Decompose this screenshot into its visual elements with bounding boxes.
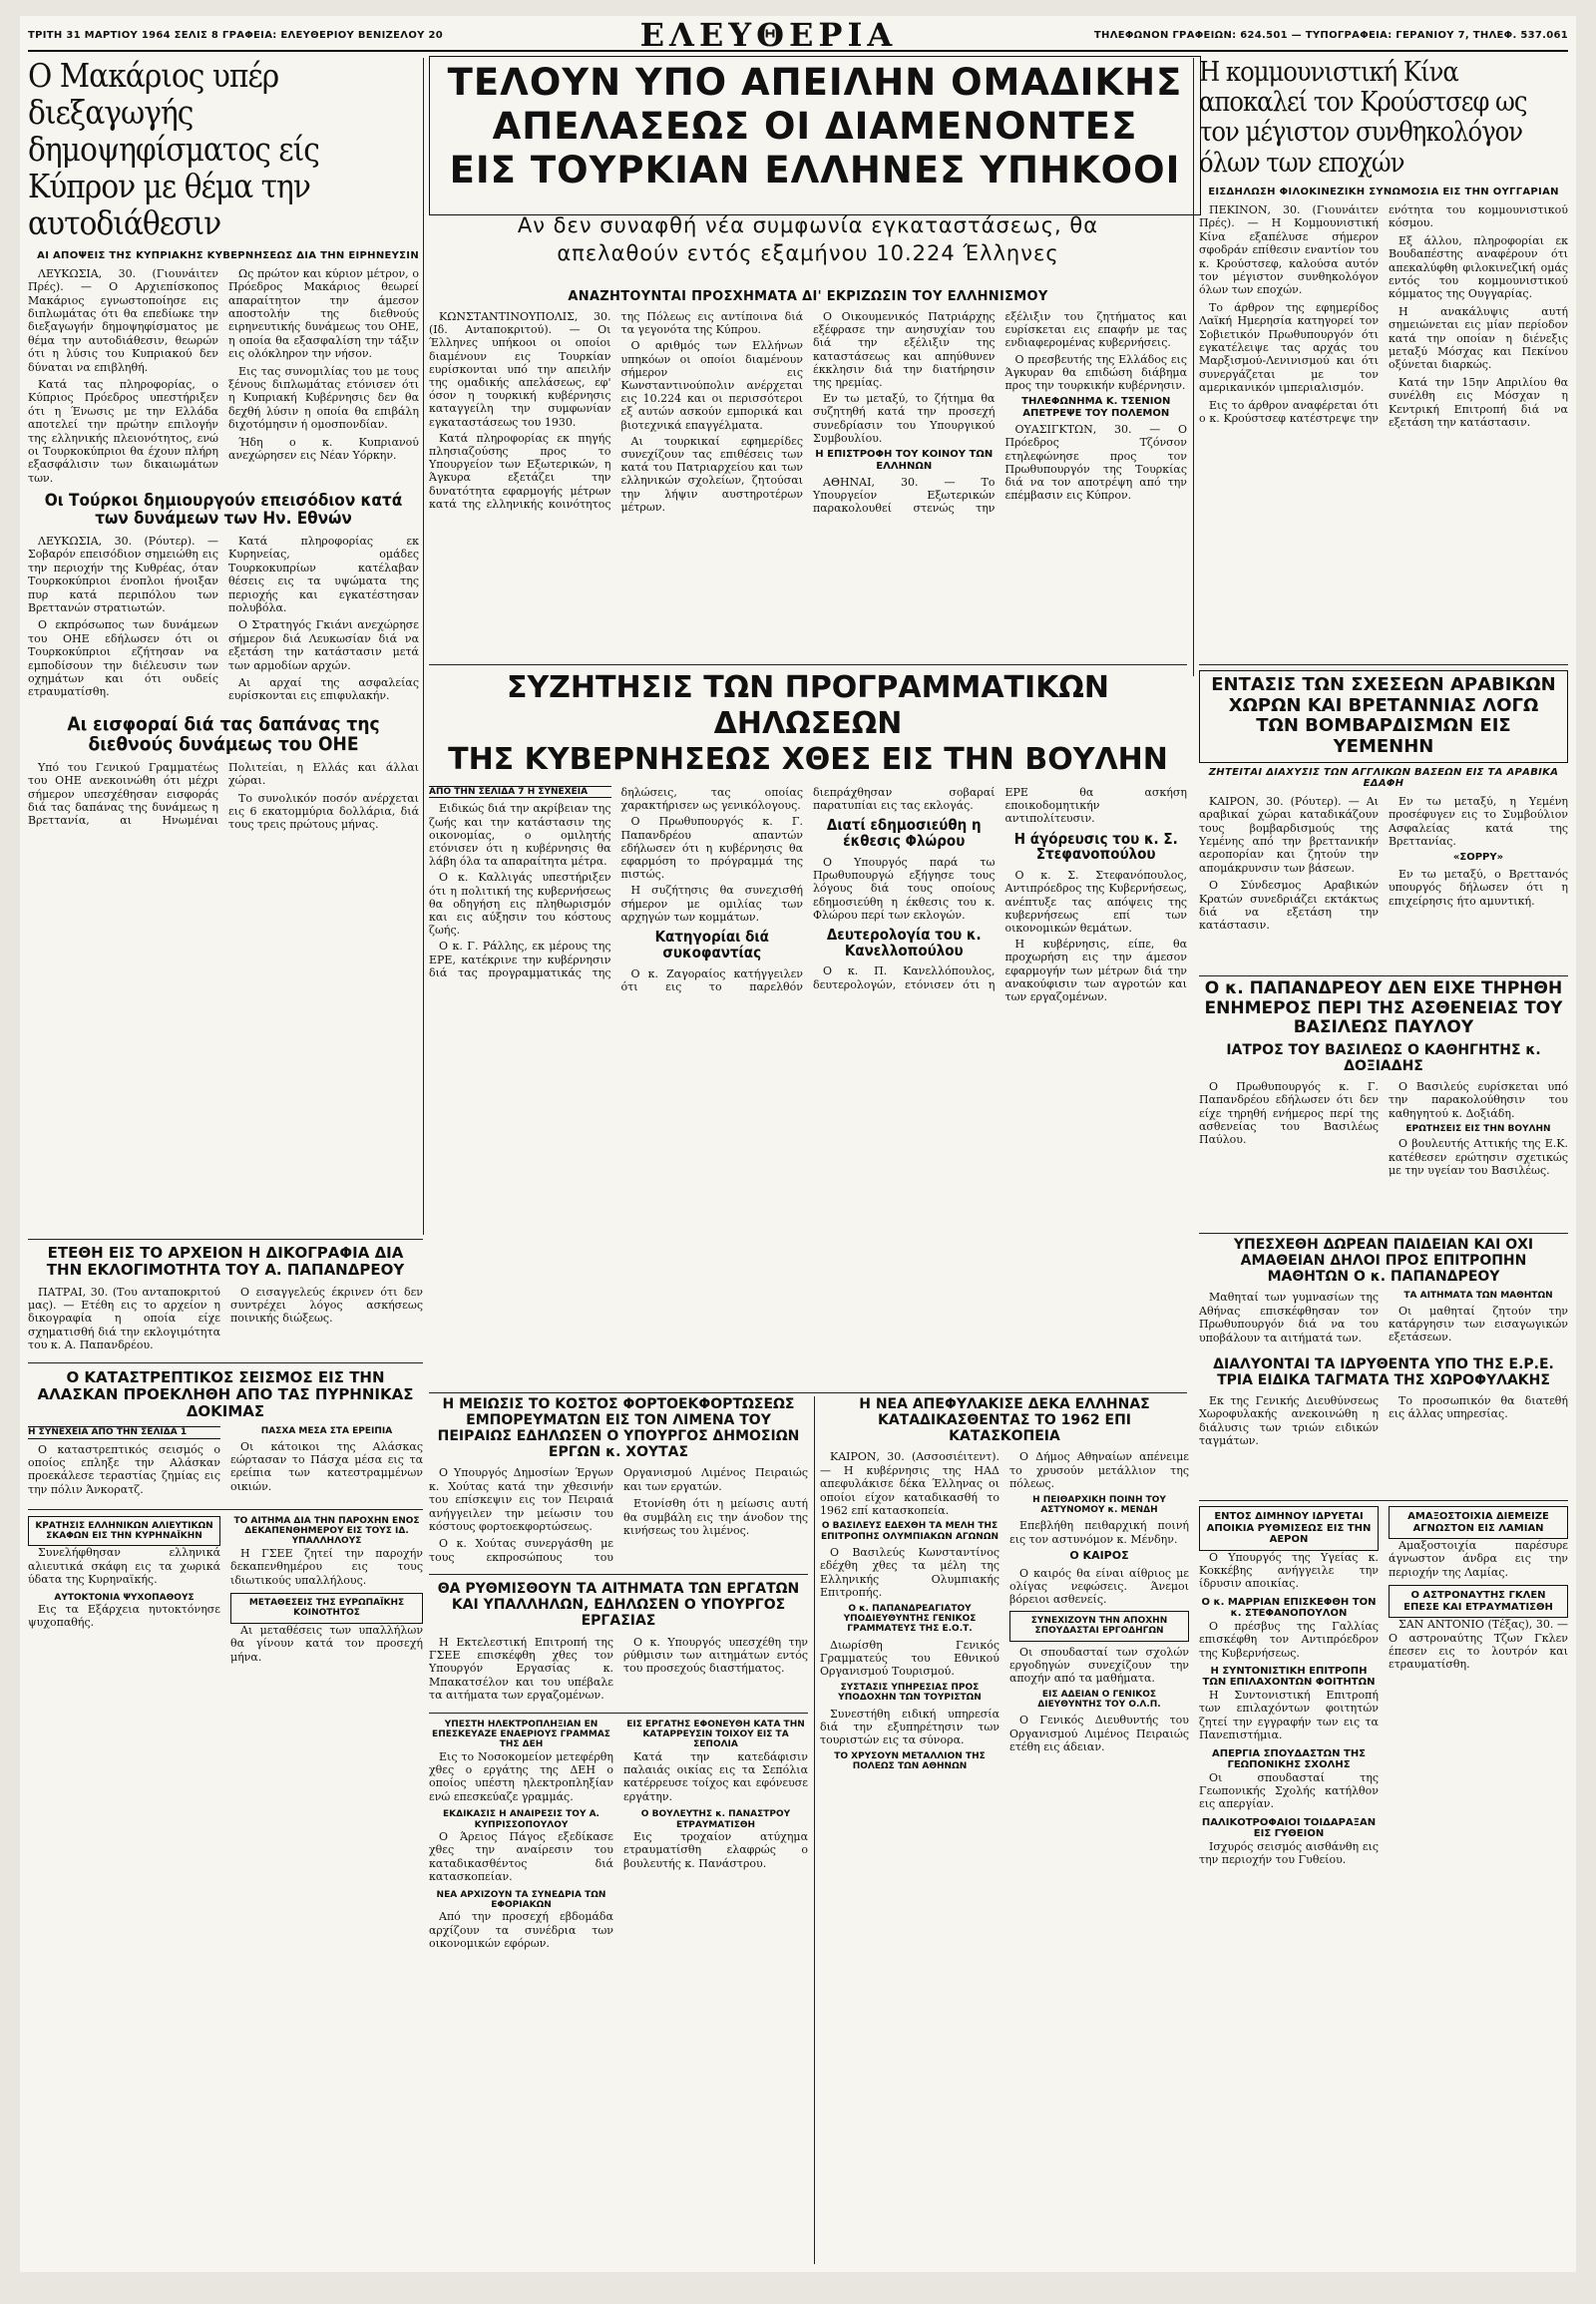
gendarmerie-headline: ΔΙΑΛΥΟΝΤΑΙ ΤΑ ΙΔΡΥΘΕΝΤΑ ΥΠΟ ΤΗΣ Ε.Ρ.Ε. ΤΡΙΑ ΕΙΔΙΚΑ ΤΑΓΜΑΤΑ ΤΗΣ ΧΩΡΟΦΥΛΑΚΗΣ xyxy=(1213,1355,1554,1388)
section-rule xyxy=(28,1239,423,1240)
china-paragraph: Το άρθρον της εφημερίδος Λαϊκή Ημερησία κατηγορεί τον Σοβιετικόν Πρωθυπουργόν ότι εγκατέλειψε τας αρχάς του Μαρξισμού-Λενινισμού και ότι συνεργάζεται με τον αμερικανικόν ιμπεριαλισμόν. xyxy=(1199,300,1379,395)
lead-paragraph: ΑΘΗΝΑΙ, 30. — Το Υπουργείον Εξωτερικών παρακολουθεί στενώς την εξέλιξιν του ζητήματος και ευρίσκεται εις επαφήν με τας ενδιαφερομένας κυβερνήσεις. xyxy=(813,310,1187,516)
parliament-body xyxy=(429,786,1187,1003)
lead-paragraph: Ο πρεσβευτής της Ελλάδος εις Άγκυραν θα επιδώση διάβημα προς την τουρκικήν κυβέρνησιν. xyxy=(1004,352,1187,393)
king-body xyxy=(1199,1080,1568,1178)
china-subhead: ΕΙΣΔΗΛΩΣΗ ΦΙΛΟΚΙΝΕΖΙΚΗ ΣΥΝΩΜΟΣΙΑ ΕΙΣ ΤΗΝ ΟΥΓΓΑΡΙΑΝ xyxy=(1208,186,1559,197)
bonus-headline: ΤΟ ΑΙΤΗΜΑ ΔΙΑ ΤΗΝ ΠΑΡΟΧΗΝ ΕΝΟΣ ΔΕΚΑΠΕΝΘΗΜΕΡΟΥ ΕΙΣ ΤΟΥΣ ΙΔ. ΥΠΑΛΛΗΛΟΥΣ xyxy=(233,1515,420,1547)
arab-subhead: ΖΗΤΕΙΤΑΙ ΔΙΑΧΥΣΙΣ ΤΩΝ ΑΓΓΛΙΚΩΝ ΒΑΣΕΩΝ ΕΙΣ ΤΑ ΑΡΑΒΙΚΑ ΕΔΑΦΗ xyxy=(1208,766,1559,789)
china-paragraph: Εις το άρθρον αναφέρεται ότι ο κ. Κρούστσεφ κατέστρεψε την ενότητα του κομμουνιστικού κόσμου. xyxy=(1199,202,1568,426)
lead-sep-headline: Η ΕΠΙΣΤΡΟΦΗ ΤΟΥ ΚΟΙΝΟΥ ΤΩΝ ΕΛΛΗΝΩΝ xyxy=(815,449,994,472)
lead-headline-line3: ΕΙΣ ΤΟΥΡΚΙΑΝ ΕΛΛΗΝΕΣ ΥΠΗΚΟΟΙ xyxy=(449,149,1181,192)
parliament-paragraph: Ο κ. Σ. Στεφανόπουλος, Αντιπρόεδρος της Κυβερνήσεως, ανέπτυξε τας απόψεις της κυβερνήσεως επί των οικονομικών θεμάτων. xyxy=(1004,869,1187,935)
king-article xyxy=(1199,979,1568,1229)
olympic-paragraph: Ο Βασιλεύς Κωνσταντίνος εδέχθη χθες τα μέλη της Ελληνικής Ολυμπιακής Επιτροπής. xyxy=(820,1546,999,1600)
suicide-headline: ΑΥΤΟΚΤΟΝΙΑ ΨΥΧΟΠΑΘΟΥΣ xyxy=(54,1592,195,1603)
secretary-headline: Ο κ. ΠΑΠΑΝΔΡΕΑΓΙΑΤΟΥ ΥΠΟΔΙΕΥΘΥΝΤΗΣ ΓΕΝΙΚΟΣ ΓΡΑΜΜΑΤΕΥΣ ΤΗΣ Ε.Ο.Τ. xyxy=(843,1603,977,1635)
section-rule xyxy=(1199,1233,1568,1234)
tourism-paragraph: Συνεστήθη ειδική υπηρεσία διά την εξυπηρέτησιν των τουριστών εις τα σύνορα. xyxy=(820,1707,999,1747)
abstention-paragraph: Οι σπουδασταί των σχολών εργοδηγών συνεχίζουν την αποχήν από τα μαθήματα. xyxy=(1009,1645,1189,1686)
china-paragraph: Η ανακάλυψις αυτή σημειώνεται εις μίαν περίοδον κατά την οποίαν η διένεξις μεταξύ Μόσχας και Πεκίνου οξύνεται διαρκώς. xyxy=(1389,304,1568,372)
left-lower-articles xyxy=(28,1245,423,2262)
penalty-headline: Η ΠΕΙΘΑΡΧΙΚΗ ΠΟΙΝΗ ΤΟΥ ΑΣΤΥΝΟΜΟΥ κ. ΜΕΝΔΗ xyxy=(1032,1494,1166,1515)
column-divider xyxy=(423,58,424,1235)
king-paragraph: Ο Πρωθυπουργός κ. Γ. Παπανδρέου εδήλωσεν ότι δεν είχε τηρηθή ενήμερος περί της ασθενείας του Βασιλέως Παύλου. xyxy=(1199,1079,1379,1147)
china-headline: Η κομμουνιστική Κίνα αποκαλεί τον Κρούστσεφ ως τον μέγιστον συνθηκολόγον όλων των εποχών xyxy=(1199,58,1527,179)
lead-paragraph: ΟΥΑΣΙΓΚΤΩΝ, 30. — Ο Πρόεδρος Τζόνσον ετηλεφώνησε προς τον Πρωθυπουργόν της Τουρκίας διά να τον αποτρέψη από την επέμβασιν εις Κύπρον. xyxy=(1004,423,1187,503)
tax-conference-headline: ΝΕΑ ΑΡΧΙΖΟΥΝ ΤΑ ΣΥΝΕΔΡΙΑ ΤΩΝ ΕΦΟΡΙΑΚΩΝ xyxy=(436,1889,606,1910)
parliament-subhead: Δευτερολογία του κ. Κανελλοπούλου xyxy=(826,925,982,960)
header-date-address: ΤΡΙΤΗ 31 ΜΑΡΤΙΟΥ 1964 ΣΕΛΙΣ 8 ΓΡΑΦΕΙΑ: ΕΛΕΥΘΕΡΙΟΥ ΒΕΝΙΖΕΛΟΥ 20 xyxy=(28,29,443,41)
alaska-body xyxy=(28,1426,423,1498)
parliament-paragraph: Ο κ. Γ. Ράλλης, εκ μέρους της ΕΡΕ, κατέκρινε την κυβέρνησιν διά τας προγραμματικάς της δηλώσεις, τας οποίας χαρακτήρισεν ως γενικόλογους. xyxy=(429,786,803,979)
alaska-paragraph: Ο καταστρεπτικός σεισμός ο οποίος επληξε την Αλάσκαν προεκάλεσε τεραστίας ζημίας εις την πόλιν Άνκορατζ. xyxy=(28,1442,220,1496)
parliament-paragraph: Η συζήτησις θα συνεχισθή σήμερον με ομιλίας των αρχηγών των κομμάτων. xyxy=(620,884,803,924)
lead-article xyxy=(429,285,1187,659)
turks-paragraph: Κατά πληροφορίας εκ Κυρηνείας, ομάδες Τουρκοκυπρίων κατέλαβαν θέσεις εις τα υψώματα της περιοχής και εγκατέστησαν πολυβόλα. xyxy=(228,534,419,614)
port-costs-paragraph: Ο Υπουργός Δημοσίων Έργων κ. Χούτας κατά την χθεσινήν του επίσκεψιν εις τον Πειραιά ανήγγειλεν την μείωσιν του κόστους φορτοεκφορτώσεως. xyxy=(429,1466,613,1533)
ohe-paragraph: Υπό του Γενικού Γραμματέως του ΟΗΕ ανεκοινώθη ότι μέχρι σήμερον υπεσχέθησαν εισφοράς διά τας δαπάνας της δυνάμεως η Βρεττανία, αι Ηνωμέναι Πολιτείαι, η Ελλάς και άλλαι χώραι. xyxy=(28,760,419,828)
makarios-paragraph: Εις τας συνομιλίας του με τους ξένους διπλωμάτας ετόνισεν ότι η Κυπριακή Κυβέρνησις δεν θα δεχθή λύσιν η οποία θα επιβάλη διχοτόμησιν ή ομοσπονδίαν. xyxy=(228,364,419,432)
masthead-title: ΕΛΕΥΘΕΡΙΑ xyxy=(639,16,898,54)
lead-headline-line2: ΑΠΕΛΑΣΕΩΣ ΟΙ ΔΙΑΜΕΝΟΝΤΕΣ xyxy=(492,105,1138,148)
center-briefs-left xyxy=(429,1396,808,2264)
prisoners-body xyxy=(820,1450,1189,1771)
parliament-subhead: Κατηγορίαι διά συκοφαντίας xyxy=(654,928,769,961)
education-headline: ΥΠΕΣΧΕΘΗ ΔΩΡΕΑΝ ΠΑΙΔΕΙΑΝ ΚΑΙ ΟΧΙ ΑΜΑΘΕΙΑΝ ΔΗΛΟΙ ΠΡΟΣ ΕΠΙΤΡΟΠΗΝ ΜΑΘΗΤΩΝ Ο κ. ΠΑΠΑΝΔΡΕΟΥ xyxy=(1233,1237,1534,1286)
gendarmerie-body xyxy=(1199,1394,1568,1448)
bonus-brief xyxy=(230,1516,423,1668)
wall-collapse-paragraph: Κατά την κατεδάφισιν παλαιάς οικίας εις τα Σεπόλια κατέρρευσε τοίχος και εφόνευσε εργάτην. xyxy=(623,1749,808,1803)
center-briefs-right xyxy=(820,1396,1189,2264)
gendarmerie-paragraph: Το προσωπικόν θα διατεθή εις άλλας υπηρεσίας. xyxy=(1389,1394,1568,1421)
bonus-paragraph: Η ΓΣΕΕ ζητεί την παροχήν δεκαπενθημέρου εις τους ιδιωτικούς υπαλλήλους. xyxy=(230,1546,423,1587)
train-headline: ΑΜΑΞΟΣΤΟΙΧΙΑ ΔΙΕΜΕΙΖΕ ΑΓΝΩΣΤΟΝ ΕΙΣ ΛΑΜΙΑΝ xyxy=(1389,1506,1568,1539)
king-headline: Ο κ. ΠΑΠΑΝΔΡΕΟΥ ΔΕΝ ΕΙΧΕ ΤΗΡΗΘΗ ΕΝΗΜΕΡΟΣ ΠΕΡΙ ΤΗΣ ΑΣΘΕΝΕΙΑΣ ΤΟΥ ΒΑΣΙΛΕΩΣ ΠΑΥΛΟΥ xyxy=(1204,979,1563,1038)
page-header xyxy=(28,16,1568,54)
strike-paragraph: Οι σπουδασταί της Γεωπονικής Σχολής κατήλθον εις απεργίαν. xyxy=(1199,1770,1379,1811)
arab-article xyxy=(1199,670,1568,969)
astronaut-paragraph: ΣΑΝ ΑΝΤΟΝΙΟ (Τέξας), 30. — Ο αστροναύτης Τζων Γκλεν έπεσεν εις το λουτρόν και ετραυματίσθη. xyxy=(1389,1618,1568,1672)
lead-paragraph: Αι τουρκικαί εφημερίδες συνεχίζουν τας επιθέσεις των κατά του Πατριαρχείου και των ελληνικών σχολείων, ζητούσαι την λήψιν αυστηροτέρων μέτρων. xyxy=(620,434,803,514)
workers-paragraph: Ο κ. Υπουργός υπεσχέθη την ρύθμισιν των αιτημάτων εντός του προσεχούς διαστήματος. xyxy=(623,1635,808,1676)
section-rule xyxy=(429,1392,1187,1393)
fishing-paragraph: Συνελήφθησαν ελληνικά αλιευτικά σκάφη εις τα χωρικά ύδατα της Κυρηναϊκής. xyxy=(28,1546,220,1587)
weather-paragraph: Ο καιρός θα είναι αίθριος με ολίγας νεφώσεις. Άνεμοι βόρειοι ασθενείς. xyxy=(1009,1566,1189,1607)
wall-collapse-headline: ΕΙΣ ΕΡΓΑΤΗΣ ΕΦΟΝΕΥΘΗ ΚΑΤΑ ΤΗΝ ΚΑΤΑΡΡΕΥΣΙΝ ΤΟΙΧΟΥ ΕΙΣ ΤΑ ΣΕΠΟΛΙΑ xyxy=(626,1719,805,1750)
parliament-paragraph: Η κυβέρνησις, είπε, θα προχωρήση εις την άμεσον εφαρμογήν των μέτρων διά την ανακούφισιν των αγροτών και των εργαζομένων. xyxy=(1004,938,1187,1003)
quake-paragraph: Ισχυρός σεισμός αισθάνθη εις την περιοχήν του Γυθείου. xyxy=(1199,1839,1379,1867)
arab-paragraph: ΚΑΙΡΟΝ, 30. (Ρόυτερ). — Αι αραβικαί χώραι καταδικάζουν τους βομβαρδισμούς της Υεμένης από την βρεττανικήν αεροπορίαν και ζητούν την απομάκρυνσιν των βάσεων. xyxy=(1199,794,1379,875)
suicide-paragraph: Εις τα Εξάρχεια ηυτοκτόνησε ψυχοπαθής. xyxy=(28,1603,220,1630)
wall-collapse-brief xyxy=(623,1720,808,1955)
parliament-paragraph: Ο κ. Π. Κανελλόπουλος, δευτερολογών, ετόνισεν ότι η ΕΡΕ θα ασκήση εποικοδομητικήν αντιπολίτευσιν. xyxy=(813,786,1187,991)
parliament-paragraph: Ο Πρωθυπουργός κ. Γ. Παπανδρέου απαντών εδήλωσεν ότι η κυβέρνησις θα εφαρμόση το πρόγραμμά της πιστώς. xyxy=(620,815,803,882)
left-bottom-briefs xyxy=(28,1509,423,1668)
column-divider xyxy=(1193,58,1194,676)
continued-label: Η ΣΥΝΕΧΕΙΑ ΑΠΟ ΤΗΝ ΣΕΛΙΔΑ 1 xyxy=(28,1426,220,1438)
parliament-paragraph: Ο Υπουργός παρά τω Πρωθυπουργώ εξήγησε τους λόγους διά τους οποίους εδημοσιεύθη η έκθεσις του κ. Φλώρου περί των εκλογών. xyxy=(813,855,996,922)
king-section-label: ΕΡΩΤΗΣΕΙΣ ΕΙΣ ΤΗΝ ΒΟΥΛΗΝ xyxy=(1405,1124,1551,1135)
lead-deck-text: Αν δεν συναφθή νέα συμφωνία εγκαταστάσεως, θα απελαθούν εντός εξαμήνου 10.224 Έλληνες xyxy=(517,213,1099,265)
makarios-paragraph: Ως πρώτον και κύριον μέτρον, ο Πρόεδρος Μακάριος θεωρεί απαραίτητον την άμεσον αποστολήν της διεθνούς ειρηνευτικής δυνάμεως του ΟΗΕ, η οποία θα εξασφαλίση την τάξιν εις ολόκληρον την νήσον. xyxy=(228,266,419,361)
astronaut-headline: Ο ΑΣΤΡΟΝΑΥΤΗΣ ΓΚΛΕΝ ΕΠΕΣΕ ΚΑΙ ΕΤΡΑΥΜΑΤΙΣΘΗ xyxy=(1389,1585,1568,1618)
dossier-headline: ΕΤΕΘΗ ΕΙΣ ΤΟ ΑΡΧΕΙΟΝ Η ΔΙΚΟΓΡΑΦΙΑ ΔΙΑ ΤΗΝ ΕΚΛΟΓΙΜΟΤΗΤΑ ΤΟΥ Α. ΠΑΠΑΝΔΡΕΟΥ xyxy=(46,1245,405,1280)
medal-paragraph: Ο Δήμος Αθηναίων απένειμε το χρυσούν μετάλλιον της πόλεως. xyxy=(1009,1450,1189,1491)
colony-paragraph: Ο Υπουργός της Υγείας κ. Κοκκέβης ανήγγειλε την ίδρυσιν αποικίας. xyxy=(1199,1550,1379,1591)
section-rule xyxy=(1199,1500,1568,1501)
ohe-body xyxy=(28,761,419,832)
workers-headline: ΘΑ ΡΥΘΜΙΣΘΟΥΝ ΤΑ ΑΙΤΗΜΑΤΑ ΤΩΝ ΕΡΓΑΤΩΝ ΚΑΙ ΥΠΑΛΛΗΛΩΝ, ΕΔΗΛΩΣΕΝ Ο ΥΠΟΥΡΓΟΣ ΕΡΓΑΣΙΑΣ xyxy=(429,1574,808,1629)
makarios-body xyxy=(28,267,419,486)
turks-paragraph: Αι αρχαί της ασφαλείας ευρίσκονται εις επιφυλακήν. xyxy=(228,676,419,703)
lead-paragraph: Εν τω μεταξύ, το ζήτημα θα συζητηθή κατά την προσεχή συνεδρίασιν του Υπουργικού Συμβουλίου. xyxy=(813,392,996,445)
transfers-paragraph: Αι μεταθέσεις των υπαλλήλων θα γίνουν κατά τον προσεχή μήνα. xyxy=(230,1623,423,1664)
lead-sep-headline: ΤΗΛΕΦΩΝΗΜΑ Κ. ΤΣΕΝΙΟΝ ΑΠΕΤΡΕΨΕ ΤΟΥ ΠΟΛΕΜΟΝ xyxy=(1021,396,1171,419)
colony-headline: ΕΝΤΟΣ ΔΙΜΗΝΟΥ ΙΔΡΥΕΤΑΙ ΑΠΟΙΚΙΑ ΡΥΘΜΙΣΕΩΣ ΕΙΣ ΤΗΝ ΑΕΡΟΝ xyxy=(1199,1506,1379,1551)
appeal-headline: ΕΚΔΙΚΑΣΙΣ Η ΑΝΑΙΡΕΣΙΣ ΤΟΥ Α. ΚΥΠΡΙΣΣΟΠΟΥΛΟΥ xyxy=(443,1809,599,1830)
arab-paragraph: Εν τω μεταξύ, ο Βρεττανός υπουργός δήλωσεν ότι η επιχείρησις ήτο αμυντική. xyxy=(1389,867,1568,908)
alaska-section-label: ΠΑΣΧΑ ΜΕΣΑ ΣΤΑ ΕΡΕΙΠΙΑ xyxy=(260,1426,393,1437)
workers-paragraph: Η Εκτελεστική Επιτροπή της ΓΣΕΕ επισκέφθη χθες τον Υπουργόν Εργασίας κ. Μπακατσέλον και του υπέβαλε τα αιτήματα των εργαζομένων. xyxy=(429,1635,613,1703)
arab-paragraph: Ο Σύνδεσμος Αραβικών Κρατών συνεδριάζει εκτάκτως διά να εξετάση την κατάστασιν. xyxy=(1199,879,1379,933)
alaska-paragraph: Οι κάτοικοι της Αλάσκας εώρτασαν το Πάσχα μέσα εις τα ερείπια των κατεστραμμένων οικιών. xyxy=(230,1439,423,1493)
education-article xyxy=(1199,1237,1568,1496)
lead-paragraph: ΚΩΝΣΤΑΝΤΙΝΟΥΠΟΛΙΣ, 30. (Ιδ. Ανταποκριτού). — Οι Έλληνες υπήκοοι οι οποίοι διαμένουν εις Τουρκίαν ευρίσκονται υπό την απειλήν της ομαδικής απελάσεως, εφ' όσον η τουρκική κυβέρνησις καταγγείλη την συμφωνίαν εγκαταστάσεως του 1930. xyxy=(429,310,611,429)
parliament-paragraph: Ο κ. Ζαγοραίος κατήγγειλεν ότι εις το παρελθόν διεπράχθησαν σοβαραί παρατυπίαι εις τας εκλογάς. xyxy=(620,786,996,993)
gendarmerie-paragraph: Εκ της Γενικής Διευθύνσεως Χωροφυλακής ανεκοινώθη η διάλυσις των τριών ειδικών ταγμάτων. xyxy=(1199,1394,1379,1448)
alaska-headline: Ο ΚΑΤΑΣΤΡΕΠΤΙΚΟΣ ΣΕΙΣΜΟΣ ΕΙΣ ΤΗΝ ΑΛΑΣΚΑΝ ΠΡΟΕΚΛΗΘΗ ΑΠΟ ΤΑΣ ΠΥΡΗΝΙΚΑΣ ΔΟΚΙΜΑΣ xyxy=(28,1362,423,1421)
dossier-body xyxy=(28,1286,423,1352)
olympic-headline: Ο ΒΑΣΙΛΕΥΣ ΕΔΕΧΘΗ ΤΑ ΜΕΛΗ ΤΗΣ ΕΠΙΤΡΟΠΗΣ ΟΛΥΜΠΙΑΚΩΝ ΑΓΩΝΩΝ xyxy=(820,1521,999,1542)
lead-paragraph: Κατά πληροφορίας εκ πηγής πλησιαζούσης προς το Υπουργείον των Εξωτερικών, η Άγκυρα εξετάζει την δυνατότητα εφαρμογής μέτρων κατά της ελληνικής κοινότητος της Πόλεως εις αντίποινα διά τα γεγονότα της Κύπρου. xyxy=(429,310,803,511)
parliament-subhead: Η άγόρευσις του κ. Σ. Στεφανοπούλου xyxy=(1013,829,1178,864)
abstention-headline: ΣΥΝΕΧΙΖΟΥΝ ΤΗΝ ΑΠΟΧΗΝ ΣΠΟΥΔΑΣΤΑΙ ΕΡΓΟΔΗΓΩΝ xyxy=(1009,1611,1189,1642)
electrocution-headline: ΥΠΕΣΤΗ ΗΛΕΚΤΡΟΠΛΗΞΙΑΝ ΕΝ ΕΠΕΣΚΕΥΑΖΕ ΕΝΑΕΡΙΟΥΣ ΓΡΑΜΜΑΣ ΤΗΣ ΔΕΗ xyxy=(432,1719,610,1750)
tourism-headline: ΣΥΣΤΑΣΙΣ ΥΠΗΡΕΣΙΑΣ ΠΡΟΣ ΥΠΟΔΟΧΗΝ ΤΩΝ ΤΟΥΡΙΣΤΩΝ xyxy=(838,1682,982,1704)
china-article xyxy=(1199,58,1568,656)
king-subhead: ΙΑΤΡΟΣ ΤΟΥ ΒΑΣΙΛΕΩΣ Ο ΚΑΘΗΓΗΤΗΣ κ. ΔΟΞΙΑΔΗΣ xyxy=(1226,1041,1541,1074)
train-paragraph: Αμαξοστοιχία παρέσυρε άγνωστον άνδρα εις την περιοχήν της Λαμίας. xyxy=(1389,1539,1568,1579)
lead-paragraph: Ο αριθμός των Ελλήνων υπηκόων οι οποίοι διαμένουν σήμερον εις Κωνσταντινούπολιν ανέρχεται εις 10.224 και οι περισσότεροι εξ αυτών ασκούν εμπορικά και βιοτεχνικά επαγγέλματα. xyxy=(620,339,803,432)
workers-body xyxy=(429,1636,808,1703)
lead-paragraph: Ο Οικουμενικός Πατριάρχης εξέφρασε την ανησυχίαν του διά την εξέλιξιν της καταστάσεως και απηύθυνεν έκκλησιν διά την διατήρησιν της ηρεμίας. xyxy=(813,310,996,390)
electrocution-paragraph: Εις το Νοσοκομείον μετεφέρθη χθες ο εργάτης της ΔΕΗ ο οποίος υπέστη ηλεκτροπληξίαν ενώ επεσκεύαζε γραμμάς. xyxy=(429,1749,613,1803)
china-paragraph: Κατά την 15ην Απριλίου θα συνέλθη εις Μόσχαν η Κεντρική Επιτροπή διά να εξετάση την κατάστασιν. xyxy=(1389,375,1568,430)
quake-headline: ΠΑΛΙΚΟΤΡΟΦΑΙΟΙ ΤΟΙΔΑΡΑΞΑΝ ΕΙΣ ΓΥΘΕΙΟΝ xyxy=(1201,1816,1377,1840)
continued-label: ΑΠΟ ΤΗΝ ΣΕΛΙΔΑ 7 Η ΣΥΝΕΧΕΙΑ xyxy=(429,786,611,798)
turks-paragraph: Ο Στρατηγός Γκιάνι ανεχώρησε σήμερον διά Λευκωσίαν διά να εξετάση την κατάστασιν μετά των αρμοδίων αρχών. xyxy=(228,618,419,672)
parliament-paragraph: Ο κ. Καλλιγάς υπεστήριξεν ότι η πολιτική της κυβερνήσεως θα οδηγήση εις πληθωρισμόν και εις αύξησιν του κόστους ζωής. xyxy=(429,871,611,938)
visit-paragraph: Ο πρέσβυς της Γαλλίας επισκέφθη τον Αντιπρόεδρον της Κυβερνήσεως. xyxy=(1199,1619,1379,1660)
dossier-paragraph: Ο εισαγγελεύς έκρινεν ότι δεν συντρέχει λόγος ασκήσεως ποινικής διώξεως. xyxy=(230,1285,423,1326)
parliament-subhead: Διατί εδημοσιεύθη η έκθεσις Φλώρου xyxy=(826,816,982,851)
port-costs-headline: Η ΜΕΙΩΣΙΣ ΤΟ ΚΟΣΤΟΣ ΦΟΡΤΟΕΚΦΟΡΤΩΣΕΩΣ ΕΜΠΟΡΕΥΜΑΤΩΝ ΕΙΣ ΤΟΝ ΛΙΜΕΝΑ ΤΟΥ ΠΕΙΡΑΙΩΣ ΕΔΗΛΩΣΕΝ Ο ΥΠΟΥΡΓΟΣ ΔΗΜΟΣΙΩΝ ΕΡΓΩΝ κ. ΧΟΥΤΑΣ xyxy=(437,1396,800,1461)
header-rule xyxy=(28,50,1568,52)
arab-headline: ΕΝΤΑΣΙΣ ΤΩΝ ΣΧΕΣΕΩΝ ΑΡΑΒΙΚΩΝ ΧΩΡΩΝ ΚΑΙ ΒΡΕΤΑΝΝΙΑΣ ΛΟΓΩ ΤΩΝ ΒΟΜΒΑΡΔΙΣΜΩΝ ΕΙΣ ΥΕΜΕΝΗΝ xyxy=(1199,670,1568,763)
secretary-paragraph: Διωρίσθη Γενικός Γραμματεύς του Εθνικού Οργανισμού Τουρισμού. xyxy=(820,1638,999,1679)
king-paragraph: Ο Βασιλεύς ευρίσκεται υπό την παρακολούθησιν του καθηγητού κ. Δοξιάδη. xyxy=(1389,1079,1568,1120)
fishing-headline: ΚΡΑΤΗΣΙΣ ΕΛΛΗΝΙΚΩΝ ΑΛΙΕΥΤΙΚΩΝ ΣΚΑΦΩΝ ΕΙΣ ΤΗΝ ΚΥΡΗΝΑΪΚΗΝ xyxy=(28,1516,220,1547)
mp-injured-headline: Ο ΒΟΥΛΕΥΤΗΣ κ. ΠΑΝΑΣΤΡΟΥ ΕΤΡΑΥΜΑΤΙΣΘΗ xyxy=(640,1809,791,1830)
section-rule xyxy=(429,664,1187,665)
medal-headline: ΤΟ ΧΡΥΣΟΥΝ ΜΕΤΑΛΛΙΟΝ ΤΗΣ ΠΟΛΕΩΣ ΤΩΝ ΑΘΗΝΩΝ xyxy=(834,1750,986,1772)
education-paragraph: Μαθηταί των γυμνασίων της Αθήνας επισκέφθησαν τον Πρωθυπουργόν διά να του υποβάλουν τα αιτήματά των. xyxy=(1199,1291,1379,1344)
turks-body xyxy=(28,535,419,705)
turks-paragraph: ΛΕΥΚΩΣΙΑ, 30. (Ρόυτερ). — Σοβαρόν επεισόδιον σημειώθη εις την περιοχήν της Κυθρέας, όταν Τουρκοκύπριοι ένοπλοι ήνοιξαν πυρ κατά περιπόλου των Βρεττανών στρατιωτών. xyxy=(28,534,218,614)
king-paragraph: Ο βουλευτής Αττικής της Ε.Κ. κατέθεσεν ερώτησιν σχετικώς με την υγείαν του Βασιλέως. xyxy=(1389,1137,1568,1178)
transfers-headline: ΜΕΤΑΘΕΣΕΙΣ ΤΗΣ ΕΥΡΩΠΑΪΚΗΣ ΚΟΙΝΟΤΗΤΟΣ xyxy=(230,1593,423,1624)
parliament-headline-line2: ΤΗΣ ΚΥΒΕΡΝΗΣΕΩΣ ΧΘΕΣ ΕΙΣ ΤΗΝ ΒΟΥΛΗΝ xyxy=(448,742,1168,777)
mp-injured-paragraph: Εις τροχαίον ατύχημα ετραυματίσθη ελαφρώς ο βουλευτής κ. Πανάστρου. xyxy=(623,1829,808,1870)
electrocution-brief xyxy=(429,1720,613,1955)
penalty-paragraph: Επεβλήθη πειθαρχική ποινή εις τον αστυνόμον κ. Μένδην. xyxy=(1009,1519,1189,1546)
makarios-headline: Ο Μακάριος υπέρ διεξαγωγής δημοψηφίσματος είς Κύπρον με θέμα την αυτοδιάθεσιν xyxy=(28,58,319,242)
ohe-headline: Αι εισφοραί διά τας δαπάνας της διεθνούς δυνάμεως του ΟΗΕ xyxy=(67,712,380,755)
weather-headline: Ο ΚΑΙΡΟΣ xyxy=(1069,1549,1129,1562)
lead-deck xyxy=(489,211,1127,281)
prisoners-paragraph: ΚΑΙΡΟΝ, 30. (Ασσοσιέιτεντ). — Η κυβέρνησις της ΗΑΔ απεφυλάκισε δέκα Έλληνας οι οποίοι είχον καταδικασθή το 1962 επί κατασκοπεία. xyxy=(820,1450,999,1517)
lead-headline-box xyxy=(429,56,1201,215)
parliament-article xyxy=(429,670,1187,1388)
section-rule xyxy=(1199,664,1568,665)
arab-paragraph: Εν τω μεταξύ, η Υεμένη προσέφυγεν εις το Συμβούλιον Ασφαλείας κατά της Βρεττανίας. xyxy=(1389,794,1568,848)
visit-headline: Ο κ. ΜΑΡΡΙΑΝ ΕΠΙΣΚΕΦΘΗ ΤΟΝ κ. ΣΤΕΦΑΝΟΠΟΥΛΟΝ xyxy=(1201,1596,1377,1620)
leave-paragraph: Ο Γενικός Διευθυντής του Οργανισμού Λιμένος Πειραιώς ετέθη εις άδειαν. xyxy=(1009,1714,1189,1754)
arab-sorry-label: «ΣΟΡΡΥ» xyxy=(1452,852,1504,864)
education-section-label: ΤΑ ΑΙΤΗΜΑΤΑ ΤΩΝ ΜΑΘΗΤΩΝ xyxy=(1403,1291,1553,1302)
strike-headline: ΑΠΕΡΓΙΑ ΣΠΟΥΔΑΣΤΩΝ ΤΗΣ ΓΕΩΠΟΝΙΚΗΣ ΣΧΟΛΗΣ xyxy=(1211,1747,1367,1771)
small-briefs-row xyxy=(429,1713,808,1955)
china-paragraph: Εξ άλλου, πληροφορίαι εκ Βουδαπέστης αναφέρουν ότι απεκαλύφθη φιλοκινεζική ομάς εντός του κομμουνιστικού κόμματος της Ουγγαρίας. xyxy=(1389,233,1568,301)
turks-paragraph: Ο εκπρόσωπος των δυνάμεων του ΟΗΕ εδήλωσεν ότι οι Τουρκοκύπριοι εζήτησαν να εμποδίσουν την διέλευσιν των οχημάτων και ότι ουδείς ετραυματίσθη. xyxy=(28,618,218,699)
port-costs-body xyxy=(429,1466,808,1564)
dossier-paragraph: ΠΑΤΡΑΙ, 30. (Του ανταποκριτού μας). — Ετέθη εις το αρχείον η δικογραφία η οποία είχε σχηματισθή διά την εκλογιμότητα του κ. Α. Παπανδρέου. xyxy=(28,1285,220,1352)
makarios-paragraph: Ήδη ο κ. Κυπριανού ανεχώρησεν εις Νέαν Υόρκην. xyxy=(228,435,419,463)
education-body xyxy=(1199,1291,1568,1348)
china-body xyxy=(1199,203,1568,430)
education-paragraph: Οι μαθηταί ζητούν την κατάργησιν των εισαγωγικών εξετάσεων. xyxy=(1389,1304,1568,1344)
right-briefs-col2 xyxy=(1389,1506,1568,2264)
parliament-paragraph: Ειδικώς διά την ακρίβειαν της ζωής και την κατάστασιν της οικονομίας, ο ομιλητής ετόνισεν ότι η κυβέρνησις θα λάβη όλα τα απαραίτητα μέτρα. xyxy=(429,802,611,869)
makarios-paragraph: ΛΕΥΚΩΣΙΑ, 30. (Γιουνάιτεν Πρές). — Ο Αρχιεπίσκοπος Μακάριος εγνωστοποίησε εις διπλωμάτας ότι θα επεδίωκε την διεξαγωγήν δημοψηφίσματος με θέμα την αυτοδιάθεσιν, θεωρών ότι η λύσις του Κυπριακού δεν δύναται να επιβληθή. xyxy=(28,266,218,374)
lead-sub: ΑΝΑΖΗΤΟΥΝΤΑΙ ΠΡΟΣΧΗΜΑΤΑ ΔΙ' ΕΚΡΙΖΩΣΙΝ ΤΟΥ ΕΛΛΗΝΙΣΜΟΥ xyxy=(568,289,1048,304)
students-committee-paragraph: Η Συντονιστική Επιτροπή των επιλαχόντων φοιτητών ζητεί την εγγραφήν των εις τα Πανεπιστήμια. xyxy=(1199,1688,1379,1742)
lead-body xyxy=(429,310,1187,516)
makarios-paragraph: Κατά τας πληροφορίας, ο Κύπριος Πρόεδρος υπεστήριξεν ότι η Ένωσις με την Ελλάδα αποτελεί την πρώτην επιλογήν της ελληνικής πλειονότητος, ενώ οι Τουρκοκύπριοι θα έχουν πλήρη εξασφάλισιν των δικαιωμάτων των. xyxy=(28,378,218,485)
lead-headline-line1: ΤΕΛΟΥΝ ΥΠΟ ΑΠΕΙΛΗΝ ΟΜΑΔΙΚΗΣ xyxy=(447,61,1183,104)
students-committee-headline: Η ΣΥΝΤΟΝΙΣΤΙΚΗ ΕΠΙΤΡΟΠΗ ΤΩΝ ΕΠΙΛΑΧΟΝΤΩΝ ΦΟΙΤΗΤΩΝ xyxy=(1202,1665,1376,1689)
parliament-headline-line1: ΣΥΖΗΤΗΣΙΣ ΤΩΝ ΠΡΟΓΡΑΜΜΑΤΙΚΩΝ ΔΗΛΩΣΕΩΝ xyxy=(506,670,1110,741)
arab-body xyxy=(1199,795,1568,933)
turks-headline: Οι Τούρκοι δημιουργούν επεισόδιον κατά των δυνάμεων των Ην. Εθνών xyxy=(44,491,403,530)
leave-headline: ΕΙΣ ΑΔΕΙΑΝ Ο ΓΕΝΙΚΟΣ ΔΙΕΥΘΥΝΤΗΣ ΤΟΥ Ο.Λ.Π. xyxy=(1037,1689,1161,1711)
fishing-brief xyxy=(28,1516,220,1668)
appeal-paragraph: Ο Άρειος Πάγος εξεδίκασε χθες την αναίρεσιν του καταδικασθέντος διά κατασκοπείαν. xyxy=(429,1829,613,1884)
column-divider xyxy=(814,1396,815,2264)
newspaper-page xyxy=(20,16,1576,2272)
ohe-paragraph: Το συνολικόν ποσόν ανέρχεται εις 6 εκατομμύρια δολλάρια, διά τους τρεις πρώτους μήνας. xyxy=(228,791,419,832)
section-rule xyxy=(1199,975,1568,976)
china-paragraph: ΠΕΚΙΝΟΝ, 30. (Γιουνάιτεν Πρές). — Η Κομμουνιστική Κίνα εξαπέλυσε σήμερον σφοδράν επίθεσιν εναντίον του κ. Κρούστσεφ, καλούσα αυτόν τον μέγιστον συνθηκολόγον όλων των εποχών. xyxy=(1199,202,1379,297)
port-costs-paragraph: Ο κ. Χούτας συνεργάσθη με τους εκπροσώπους του Οργανισμού Λιμένος Πειραιώς και των εργατών. xyxy=(429,1466,808,1564)
makarios-subhead: ΑΙ ΑΠΟΨΕΙΣ ΤΗΣ ΚΥΠΡΙΑΚΗΣ ΚΥΒΕΡΝΗΣΕΩΣ ΔΙΑ ΤΗΝ ΕΙΡΗΝΕΥΣΙΝ xyxy=(37,249,419,261)
header-phones: ΤΗΛΕΦΩΝΟΝ ΓΡΑΦΕΙΩΝ: 624.501 — ΤΥΠΟΓΡΑΦΕΙΑ: ΓΕΡΑΝΙΟΥ 7, ΤΗΛΕΦ. 537.061 xyxy=(1093,29,1568,41)
right-briefs-col1 xyxy=(1199,1506,1379,2264)
tax-conference-paragraph: Από την προσεχή εβδομάδα αρχίζουν τα συνέδρια των οικονομικών εφόρων. xyxy=(429,1910,613,1950)
prisoners-headline: Η ΝΕΑ ΑΠΕΦΥΛΑΚΙΣΕ ΔΕΚΑ ΕΛΛΗΝΑΣ ΚΑΤΑΔΙΚΑΣΘΕΝΤΑΣ ΤΟ 1962 ΕΠΙ ΚΑΤΑΣΚΟΠΕΙΑ xyxy=(859,1396,1150,1445)
port-costs-paragraph: Ετονίσθη ότι η μείωσις αυτή θα συμβάλη εις την άνοδον της κινήσεως του λιμένος. xyxy=(623,1497,808,1537)
